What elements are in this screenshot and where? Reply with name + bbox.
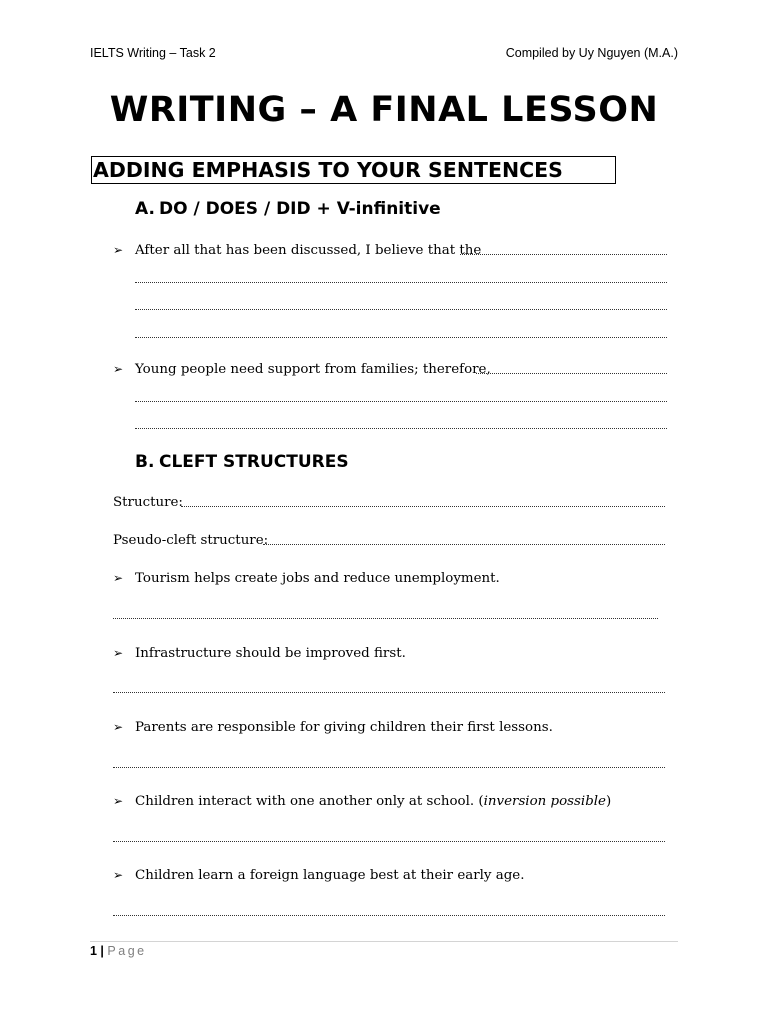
pseudo-cleft-label: Pseudo-cleft structure:	[113, 533, 269, 548]
section-a-title: DO / DOES / DID + V-infinitive	[159, 199, 441, 219]
bullet-arrow-icon: ➢	[113, 868, 124, 882]
bullet-arrow-icon: ➢	[113, 720, 124, 734]
answer-line[interactable]	[135, 337, 667, 338]
footer-divider	[90, 941, 678, 942]
bullet-arrow-icon: ➢	[113, 571, 124, 585]
header-left-text: IELTS Writing – Task 2	[90, 46, 216, 60]
inversion-note: inversion possible	[483, 794, 606, 809]
answer-line[interactable]	[135, 401, 667, 402]
answer-line[interactable]	[135, 428, 667, 429]
section-a-item-1: After all that has been discussed, I believe that the	[135, 243, 482, 258]
page-number: 1	[90, 944, 97, 958]
section-a-heading	[135, 199, 441, 219]
section-b-item-5: Children learn a foreign language best at their early age.	[135, 868, 525, 883]
section-b-item-2: Infrastructure should be improved first.	[135, 646, 406, 661]
bullet-arrow-icon: ➢	[113, 794, 124, 808]
bullet-arrow-icon: ➢	[113, 646, 124, 660]
page-footer	[90, 944, 147, 958]
section-subtitle: ADDING EMPHASIS TO YOUR SENTENCES	[91, 156, 616, 184]
answer-line[interactable]	[113, 692, 665, 693]
section-b-item-3: Parents are responsible for giving children their first lessons.	[135, 720, 553, 735]
section-b-item-4	[135, 794, 611, 809]
answer-line[interactable]	[181, 506, 665, 507]
section-b-item-1: Tourism helps create jobs and reduce unemployment.	[135, 571, 500, 586]
answer-line[interactable]	[460, 254, 667, 255]
answer-line[interactable]	[135, 282, 667, 283]
section-b-item-4-text: Children interact with one another only at school. (	[135, 794, 484, 809]
header-right-text: Compiled by Uy Nguyen (M.A.)	[505, 46, 678, 60]
answer-line[interactable]	[113, 841, 665, 842]
answer-line[interactable]	[135, 309, 667, 310]
section-a-item-2: Young people need support from families; therefore,	[135, 362, 491, 377]
section-b-title: CLEFT STRUCTURES	[159, 452, 349, 472]
bullet-arrow-icon: ➢	[113, 243, 124, 257]
footer-separator: |	[96, 944, 108, 958]
answer-line[interactable]	[263, 544, 665, 545]
page-label: Page	[107, 944, 147, 958]
section-b-letter: B.	[135, 452, 155, 472]
page-title: WRITING – A FINAL LESSON	[109, 90, 659, 130]
structure-label: Structure:	[113, 495, 183, 510]
inversion-close: )	[605, 794, 612, 809]
answer-line[interactable]	[113, 618, 658, 619]
section-a-letter: A.	[135, 199, 155, 219]
answer-line[interactable]	[113, 767, 665, 768]
section-b-heading	[135, 452, 349, 472]
answer-line[interactable]	[476, 373, 667, 374]
bullet-arrow-icon: ➢	[113, 362, 124, 376]
answer-line[interactable]	[113, 915, 665, 916]
